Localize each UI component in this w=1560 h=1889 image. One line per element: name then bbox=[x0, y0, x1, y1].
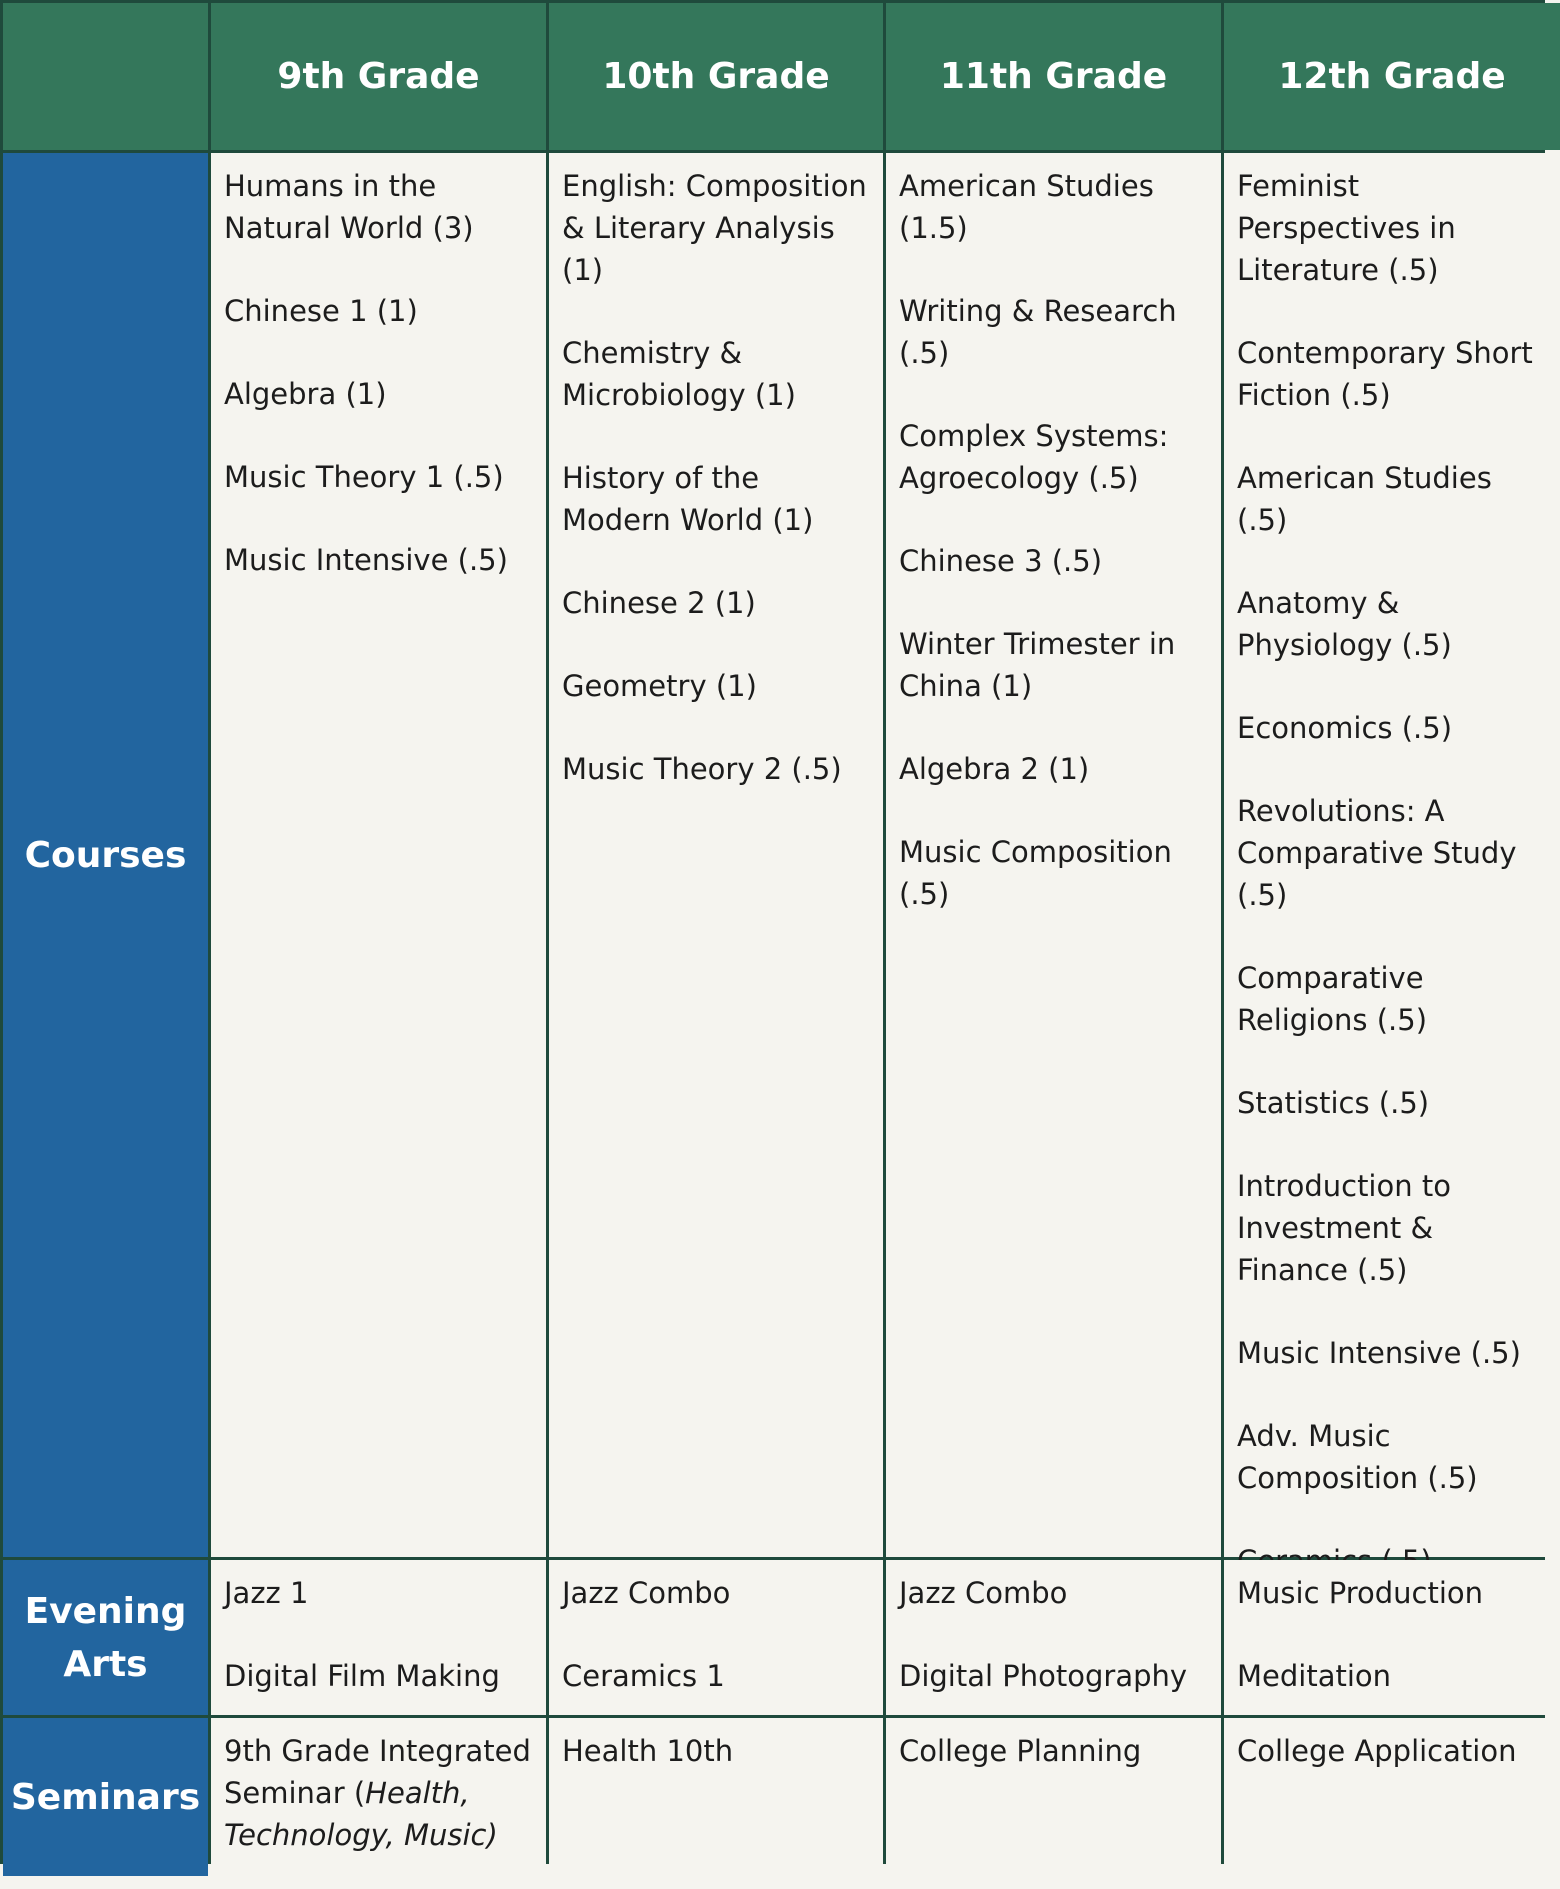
list-item: Algebra 2 (1) bbox=[899, 752, 1090, 786]
list-item: Introduction to Investment & Finance (.5) bbox=[1237, 1169, 1451, 1287]
evening-arts-cell bbox=[549, 1560, 883, 1715]
list-item: American Studies (1.5) bbox=[899, 169, 1154, 245]
list-item: Statistics (.5) bbox=[1237, 1086, 1430, 1120]
list-item: Contemporary Short Fiction (.5) bbox=[1237, 336, 1533, 412]
list-item: Complex Systems: Agroecology (.5) bbox=[899, 419, 1169, 495]
list-item: Music Production bbox=[1237, 1576, 1484, 1610]
list-item bbox=[224, 1730, 536, 1856]
list-item: Jazz Combo bbox=[562, 1576, 731, 1610]
list-item: Geometry (1) bbox=[562, 669, 757, 703]
seminar-9-text: 9th Grade Integrated Seminar ( bbox=[224, 1734, 531, 1810]
list-item: English: Composition & Literary Analysis (1) bbox=[562, 169, 867, 287]
list-item: Music Theory 2 (.5) bbox=[562, 752, 842, 786]
list-item: Health 10th bbox=[562, 1734, 734, 1768]
grade-header-9: 9th Grade bbox=[211, 3, 546, 150]
evening-arts-cell bbox=[1224, 1560, 1560, 1715]
list-item: Jazz 1 bbox=[224, 1576, 309, 1610]
list-item: Ceramics 1 bbox=[562, 1659, 725, 1693]
list-item: Writing & Research (.5) bbox=[899, 294, 1177, 370]
row-label-courses: Courses bbox=[3, 153, 208, 1557]
grade-header-11: 11th Grade bbox=[886, 3, 1221, 150]
list-item: Humans in the Natural World (3) bbox=[224, 169, 474, 245]
list-item: Adv. Music Composition (.5) bbox=[1237, 1419, 1478, 1495]
list-item: Revolutions: A Comparative Study (.5) bbox=[1237, 794, 1517, 912]
courses-cell bbox=[886, 153, 1221, 1557]
grade-header-12: 12th Grade bbox=[1224, 3, 1560, 150]
list-item: Music Intensive (.5) bbox=[1237, 1336, 1521, 1370]
seminars-cell bbox=[886, 1718, 1221, 1876]
list-item: Chinese 3 (.5) bbox=[899, 544, 1103, 578]
courses-cell bbox=[211, 153, 546, 1557]
list-item: Meditation bbox=[1237, 1659, 1392, 1693]
seminars-cell bbox=[1224, 1718, 1560, 1876]
evening-arts-cell bbox=[886, 1560, 1221, 1715]
list-item: Digital Film Making bbox=[224, 1659, 500, 1693]
list-item: Music Intensive (.5) bbox=[224, 543, 508, 577]
list-item: Economics (.5) bbox=[1237, 711, 1453, 745]
list-item: Music Composition (.5) bbox=[899, 835, 1172, 911]
list-item: Music Theory 1 (.5) bbox=[224, 460, 504, 494]
list-item: History of the Modern World (1) bbox=[562, 461, 814, 537]
list-item: College Planning bbox=[899, 1734, 1142, 1768]
list-item: Chinese 2 (1) bbox=[562, 586, 756, 620]
seminars-cell bbox=[549, 1718, 883, 1876]
list-item: Jazz Combo bbox=[899, 1576, 1068, 1610]
list-item: Anatomy & Physiology (.5) bbox=[1237, 586, 1452, 662]
seminar-9-topics: Health, Technology, Music) bbox=[224, 1776, 498, 1852]
courses-cell bbox=[1224, 153, 1560, 1557]
list-item: American Studies (.5) bbox=[1237, 461, 1492, 537]
row-label-evening-arts: Evening Arts bbox=[3, 1560, 208, 1715]
evening-arts-cell bbox=[211, 1560, 546, 1715]
list-item: Winter Trimester in China (1) bbox=[899, 627, 1176, 703]
list-item: College Application bbox=[1237, 1734, 1517, 1768]
list-item: Chinese 1 (1) bbox=[224, 294, 418, 328]
list-item: Feminist Perspectives in Literature (.5) bbox=[1237, 169, 1456, 287]
list-item: Digital Photography bbox=[899, 1659, 1188, 1693]
table-corner bbox=[3, 3, 208, 150]
list-item: Algebra (1) bbox=[224, 377, 387, 411]
list-item: Chemistry & Microbiology (1) bbox=[562, 336, 796, 412]
list-item: Comparative Religions (.5) bbox=[1237, 961, 1428, 1037]
grade-header-10: 10th Grade bbox=[549, 3, 883, 150]
row-label-seminars: Seminars bbox=[3, 1718, 208, 1876]
seminars-cell bbox=[211, 1718, 546, 1876]
courses-cell bbox=[549, 153, 883, 1557]
